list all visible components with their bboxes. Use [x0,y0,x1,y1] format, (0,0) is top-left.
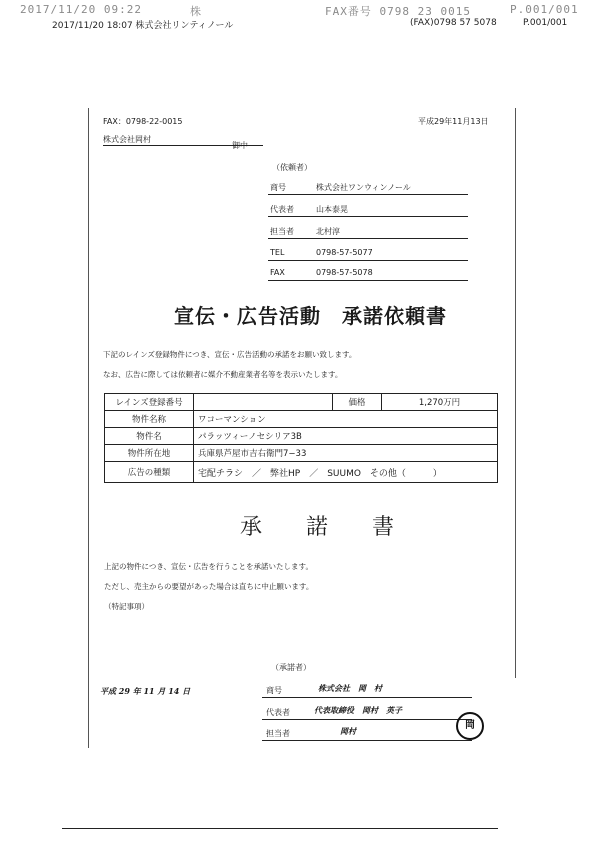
intro-text-2: なお、広告に際しては依頼者に媒介不動産業者名等を表示いたします。 [103,370,343,379]
requester-row-underline [268,216,468,217]
price-label: 価格 [333,394,382,411]
requester-row-label: TEL [270,248,285,257]
approver-row-value: 株式会社 岡 村 [318,683,382,693]
fax-line1-page: P.001/001 [510,3,579,16]
property-name-value: ワコーマンション [194,411,498,428]
addressee-suffix: 御中 [232,141,248,150]
approver-row-label: 担当者 [266,729,290,738]
page-bottom-line [62,828,498,829]
requester-row-underline [268,238,468,239]
requester-row-label: 商号 [270,183,286,192]
fax-line1-sender: 株 [190,5,202,18]
requester-row-value: 山本泰晃 [316,205,348,214]
consent-text-2: ただし、売主からの要望があった場合は直ちに中止願います。 [104,582,314,591]
company-seal: 岡 [456,712,484,740]
requester-row-label: FAX [270,268,285,277]
fax-line2-datetime: 2017/11/20 18:07 株式会社リンティノール [52,21,234,31]
approver-row-value: 代表取締役 岡村 英子 [314,705,402,715]
document-title: 宣伝・広告活動 承諾依頼書 [174,304,447,328]
requester-row-value: 0798-57-5077 [316,248,373,257]
reins-number-label: レインズ登録番号 [105,394,194,411]
price-value: 1,270万円 [382,394,498,411]
requester-row-label: 担当者 [270,227,294,236]
addressee: 株式会社岡村 [103,135,151,144]
consent-title: 承 諾 書 [240,515,395,540]
approval-date: 平成 29 年 11 月 14 日 [100,686,191,696]
document-date: 平成29年11月13日 [418,117,489,126]
approver-row-underline [262,719,472,720]
fax-line1-datetime: 2017/11/20 09:22 [20,3,142,16]
requester-label: （依頼者） [272,163,312,172]
requester-row-underline [268,194,468,195]
ad-type-value: 宅配チラシ ／ 弊社HP ／ SUUMO その他（ ） [194,462,498,483]
fax-line1-number: FAX番号 0798 23 0015 [325,5,471,18]
approver-row-label: 代表者 [266,708,290,717]
fax-line2-number: (FAX)0798 57 5078 [410,18,497,28]
property-name-label: 物件名称 [105,411,194,428]
fax-line2-page: P.001/001 [523,18,568,28]
fax-to: FAX：0798-22-0015 [103,117,183,126]
property-name2-value: パラッツィーノセシリア3B [194,428,498,445]
property-name2-label: 物件名 [105,428,194,445]
requester-row-underline [268,280,468,281]
approver-row-underline [262,697,472,698]
requester-row-value: 0798-57-5078 [316,268,373,277]
requester-row-underline [268,260,468,261]
approver-row-underline [262,740,472,741]
property-table [104,393,498,483]
page-border-left [88,108,89,748]
intro-text-1: 下記のレインズ登録物件につき、宣伝・広告活動の承諾をお願い致します。 [103,350,357,359]
requester-row-value: 北村淳 [316,227,340,236]
property-address-label: 物件所在地 [105,445,194,462]
special-notes-label: （特記事項） [104,602,149,611]
reins-number-value [194,394,333,411]
ad-type-label: 広告の種類 [105,462,194,483]
approver-row-value: 岡村 [340,726,356,736]
requester-row-label: 代表者 [270,205,294,214]
page-border-right [515,108,516,678]
approver-label: （承諾者） [271,663,311,672]
approver-row-label: 商号 [266,686,282,695]
requester-row-value: 株式会社ワンウィンノール [316,183,411,192]
property-address-value: 兵庫県芦屋市吉右衛門7−33 [194,445,498,462]
consent-text-1: 上記の物件につき、宣伝・広告を行うことを承諾いたします。 [104,562,313,571]
